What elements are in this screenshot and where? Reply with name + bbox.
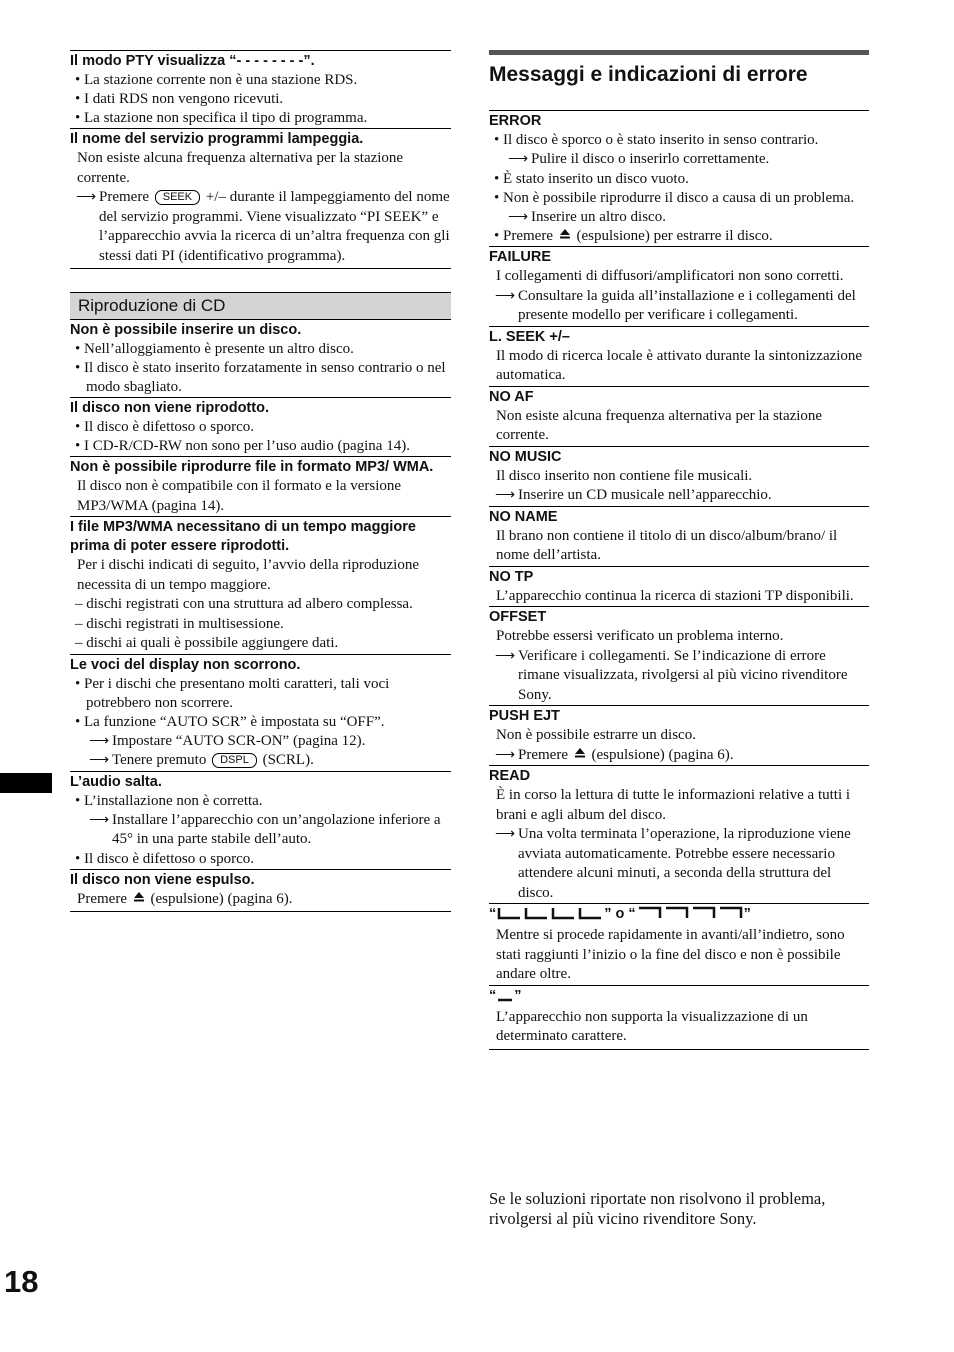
bullet-item: • Il disco è difettoso o sporco. (75, 419, 254, 435)
entry-text: L’apparecchio non supporta la visualizzazione di un determinato carattere. (496, 1008, 808, 1044)
bullet-item: • Nell’alloggiamento è presente un altro disco. (75, 341, 354, 357)
bullet-item: • La stazione corrente non è una stazione RDS. (75, 72, 358, 88)
entry-lseek (489, 326, 869, 386)
entry-title: NO TP (489, 568, 534, 585)
entry-ps-flash (70, 128, 451, 269)
entry-notp (489, 566, 869, 607)
entry-text: Il disco inserito non contiene file musicali. (496, 467, 753, 484)
seek-button-label: SEEK (155, 190, 200, 205)
entry-title: PUSH EJT (489, 708, 560, 724)
entry-text: Il modo di ricerca locale è attivato durante la sintonizzazione automatica. (496, 347, 863, 383)
entry-title: L. SEEK +/– (489, 328, 570, 345)
bullet-item: • Il disco è difettoso o sporco. (75, 850, 254, 867)
bullet-item: • Per i dischi che presentano molti caratteri, tali voci potrebbero non scorrere. (75, 675, 390, 711)
entry-title: “ ” (489, 987, 869, 1008)
right-arrow-icon: ⟶ (508, 209, 529, 225)
closing-note: Se le soluzioni riportate non risolvono il problema, rivolgersi al più vicino rivenditore Sony. (489, 1189, 826, 1228)
right-arrow-icon: ⟶ (495, 488, 516, 503)
segment-start-glyph (496, 906, 604, 926)
entry-pushejt (489, 705, 869, 765)
entry-title: NO NAME (489, 508, 558, 525)
right-arrow-icon: ⟶ (495, 288, 516, 304)
entry-text: Il brano non contiene il titolo di un disco/album/brano/ il nome dell’artista. (496, 527, 838, 563)
entry-skips (70, 771, 451, 869)
action-item: ⟶ Inserire un altro disco. (489, 208, 869, 228)
page-number: 18 (4, 1264, 39, 1299)
right-arrow-icon: ⟶ (89, 733, 110, 749)
action-item: ⟶ Inserire un CD musicale nell’apparecchio. (489, 486, 869, 506)
entry-text: Non esiste alcuna frequenza alternativa per la stazione corrente. (496, 407, 823, 443)
entry-text: Premere (espulsione) (pagina 6). (77, 890, 293, 907)
bullet-item: • I dati RDS non vengono ricevuti. (75, 91, 284, 107)
entry-title: READ (489, 768, 531, 784)
eject-icon (574, 747, 586, 759)
bullet-item: • La stazione non specifica il tipo di programma. (75, 110, 368, 126)
top-rule (489, 50, 869, 55)
bullet-item: • Il disco è sporco o è stato inserito in senso contrario. (494, 132, 819, 148)
right-arrow-icon: ⟶ (89, 812, 110, 828)
entry-title: Il nome del servizio programmi lampeggia. (70, 131, 364, 147)
entry-text: Per i dischi indicati di seguito, l’avvio della riproduzione necessita di un tempo maggiore. (77, 557, 420, 593)
action-item: ⟶ Impostare “AUTO SCR-ON” (pagina 12). (70, 732, 451, 752)
entry-no-scroll (70, 654, 451, 771)
dash-item: – dischi registrati in multisessione. (75, 615, 284, 632)
entry-read (489, 765, 869, 903)
entry-text: È in corso la lettura di tutte le informazioni relative a tutti i brani e agli album del disco. (496, 787, 851, 823)
entry-title: L’audio salta. (70, 773, 162, 790)
right-arrow-icon: ⟶ (495, 827, 516, 842)
entry-no-mp3 (70, 456, 451, 516)
action-item: ⟶ Una volta terminata l’operazione, la riproduzione viene avviata automaticamente. Potrebbe essere necessario attendere alcuni minuti, a seconda della struttura del disco. (495, 826, 851, 901)
entry-failure (489, 246, 869, 326)
bullet-item: • L’installazione non è corretta. (75, 792, 263, 809)
action-item: ⟶ Installare l’apparecchio con un’angolazione inferiore a 45° in una parte stabile dell’auto. (89, 811, 441, 847)
entry-text: I collegamenti di diffusori/amplificatori non sono corretti. (496, 268, 844, 284)
entry-text: Non è possibile estrarre un disco. (496, 727, 696, 743)
entry-title: Il disco non viene riprodotto. (70, 400, 269, 416)
entry-title: FAILURE (489, 249, 552, 265)
eject-icon (559, 228, 571, 240)
entry-noname (489, 506, 869, 566)
eject-icon (133, 891, 145, 903)
right-arrow-icon: ⟶ (89, 753, 110, 768)
entry-title: “ ” o “ ” (489, 905, 869, 926)
page-heading: Messaggi e indicazioni di errore (489, 63, 808, 86)
dash-item: – dischi ai quali è possibile aggiungere dati. (75, 635, 339, 651)
entry-title: Il disco non viene espulso. (70, 871, 255, 888)
entry-title: NO MUSIC (489, 448, 562, 465)
entry-title: Non è possibile riprodurre file in formato MP3/ WMA. (70, 459, 434, 475)
entry-title: Non è possibile inserire un disco. (70, 322, 302, 338)
entry-mp3-time (70, 516, 451, 654)
bullet-item: • I CD-R/CD-RW non sono per l’uso audio (pagina 14). (75, 438, 410, 454)
bullet-item: • Il disco è stato inserito forzatamente in senso contrario o nel modo sbagliato. (75, 360, 446, 395)
right-arrow-icon: ⟶ (495, 648, 516, 664)
entry-text: Mentre si procede rapidamente in avanti/all’indietro, sono stati raggiunti l’inizio o la fine del disco e non è possibile andare oltre. (496, 927, 845, 982)
bullet-item: • La funzione “AUTO SCR” è impostata su “OFF”. (75, 713, 385, 730)
segment-end-glyph (636, 906, 744, 926)
left-column (70, 50, 451, 912)
action-item: ⟶ Tenere premuto DSPL (SCRL). (70, 751, 451, 771)
entry-unsupported-char (489, 985, 869, 1050)
action-item: ⟶ Premere SEEK +/– durante il lampeggiamento del nome del servizio programmi. Viene visualizzato “PI SEEK” e l’apparecchio avvia la ricerca di un’altra frequenza con gli stessi dati PI (identificativo programma). (76, 189, 450, 264)
entry-text: Potrebbe essersi verificato un problema interno. (496, 628, 784, 644)
action-item: ⟶ Verificare i collegamenti. Se l’indicazione di errore rimane visualizzata, rivolgersi al più vicino rivenditore Sony. (495, 647, 848, 703)
entry-no-eject (70, 869, 451, 913)
action-item: ⟶ Premere (espulsione) (pagina 6). (489, 746, 869, 766)
action-item: ⟶ Consultare la guida all’installazione e i collegamenti del presente modello per verificare i collegamenti. (495, 287, 856, 323)
section-title: Riproduzione di CD (70, 292, 451, 320)
entry-title: ERROR (489, 113, 542, 129)
entry-title: NO AF (489, 388, 534, 405)
right-arrow-icon: ⟶ (495, 747, 516, 763)
right-column (489, 50, 869, 1050)
entry-text: L’apparecchio continua la ricerca di stazioni TP disponibili. (496, 587, 854, 604)
bullet-item: • Premere (espulsione) per estrarre il disco. (494, 228, 773, 244)
entry-pty (70, 50, 451, 128)
entry-error (489, 110, 869, 246)
right-arrow-icon: ⟶ (76, 190, 97, 205)
entry-title: Il modo PTY visualizza “- - - - - - - -”. (70, 53, 315, 69)
entry-segment-display (489, 903, 869, 985)
entry-title: Le voci del display non scorrono. (70, 656, 301, 673)
bullet-item: • È stato inserito un disco vuoto. (494, 170, 689, 187)
entry-title: OFFSET (489, 609, 547, 625)
entry-nomusic (489, 446, 869, 506)
bullet-item: • Non è possibile riprodurre il disco a causa di un problema. (494, 189, 855, 206)
action-item: ⟶ Pulire il disco o inserirlo correttamente. (489, 150, 869, 170)
entry-offset (489, 606, 869, 705)
right-arrow-icon: ⟶ (508, 152, 529, 167)
dash-item: – dischi registrati con una struttura ad albero complessa. (75, 596, 413, 612)
entry-no-insert (70, 321, 451, 397)
dspl-button-label: DSPL (212, 753, 257, 768)
entry-noaf (489, 386, 869, 446)
entry-text: Il disco non è compatibile con il formato e la versione MP3/WMA (pagina 14). (77, 478, 402, 514)
underscore-glyph (496, 988, 514, 1008)
entry-no-play (70, 397, 451, 456)
entry-title: I file MP3/WMA necessitano di un tempo maggiore prima di poter essere riprodotti. (70, 519, 416, 554)
side-tab-marker (0, 773, 52, 793)
entry-text: Non esiste alcuna frequenza alternativa per la stazione corrente. (77, 150, 404, 186)
